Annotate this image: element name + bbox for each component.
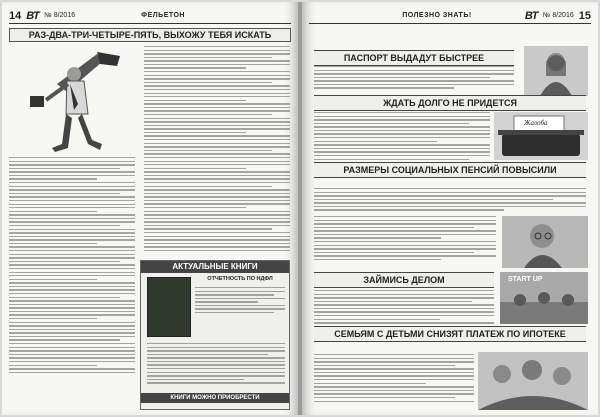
book-box-description — [195, 287, 285, 316]
article-business-text — [314, 290, 494, 329]
article-title-business: ЗАЙМИСЬ ДЕЛОМ — [314, 272, 494, 288]
article-mortgage-text — [314, 354, 474, 404]
left-page-header — [9, 8, 291, 24]
startup-label: START UP — [508, 276, 543, 283]
startup-photo — [500, 272, 588, 324]
left-logo: ВТ — [26, 9, 40, 22]
magazine-spread — [2, 2, 598, 415]
left-headline: РАЗ-ДВА-ТРИ-ЧЕТЫРЕ-ПЯТЬ, ВЫХОЖУ ТЕБЯ ИСКАТЬ — [9, 28, 291, 42]
article-passport-text — [314, 66, 514, 91]
woman-photo — [524, 46, 588, 96]
left-issue-number: № 8/2016 — [44, 12, 76, 19]
article-title-passport: ПАСПОРТ ВЫДАДУТ БЫСТРЕЕ — [314, 50, 514, 66]
article-waiting-text — [314, 112, 490, 166]
left-page — [2, 2, 298, 415]
right-page-number: 15 — [578, 9, 591, 22]
right-issue-number: № 8/2016 — [542, 12, 574, 19]
article-pensions-text — [314, 188, 586, 213]
book-box-subtitle: ОТЧЕТНОСТЬ ПО НДФЛ — [207, 276, 273, 282]
article-title-mortgage: СЕМЬЯМ С ДЕТЬМИ СНИЗЯТ ПЛАТЕЖ ПО ИПОТЕКЕ — [314, 326, 586, 342]
family-photo — [478, 352, 588, 410]
book-ad-box — [140, 260, 290, 410]
book-box-text — [147, 343, 285, 386]
right-rubric: ПОЛЕЗНО ЗНАТЬ! — [402, 12, 472, 19]
book-cover-image — [147, 277, 191, 337]
left-page-number: 14 — [9, 9, 22, 22]
left-rubric: ФЕЛЬЕТОН — [141, 12, 185, 19]
right-page-header — [309, 8, 591, 24]
article-title-pensions: РАЗМЕРЫ СОЦИАЛЬНЫХ ПЕНСИЙ ПОВЫСИЛИ — [314, 162, 586, 178]
right-column-text — [144, 46, 290, 254]
right-logo: ВТ — [524, 9, 538, 22]
article-pensions-text-2 — [314, 216, 496, 263]
businessman-illustration — [22, 44, 142, 154]
book-box-title: АКТУАЛЬНЫЕ КНИГИ — [141, 261, 289, 273]
typewriter-paper-label: Жалоба — [524, 119, 548, 127]
left-column-text — [9, 157, 135, 375]
right-page — [302, 2, 598, 415]
book-box-bottom-title: КНИГИ МОЖНО ПРИОБРЕСТИ — [141, 393, 289, 403]
article-title-waiting: ЖДАТЬ ДОЛГО НЕ ПРИДЕТСЯ — [314, 95, 586, 111]
typewriter-photo — [494, 112, 588, 160]
old-man-photo — [502, 216, 588, 268]
